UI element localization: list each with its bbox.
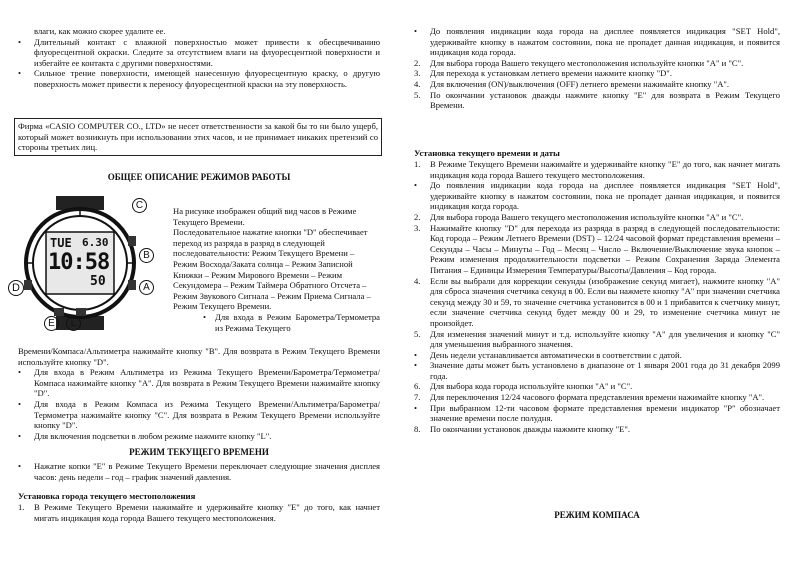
button-label-e: E [44, 316, 59, 331]
item-marker: • [18, 398, 22, 409]
modes-sequence: Последовательное нажатие кнопки "D" обеспечивает переход из разряда в разряд в следующей последовательности: Режим Текущего Времени – Режим Восхода/Заката солнца – Режим Записной Книжки – Режим Мирового Времени – Режим Секундомера – Режим Таймера Обратного Отсчета – Режим Звукового Сигнала – Режим Приема Сигнала – Режим Текущего Времени. [173, 227, 371, 312]
list-item [414, 276, 780, 329]
list-item [18, 37, 380, 69]
item-marker: 5. [414, 328, 421, 339]
item-text: По окончании установок дважды нажмите кнопку "Е" для возврата в Режим Текущего Времени. [430, 89, 780, 111]
item-text: Для входа в Режим Барометра/Термометра из Режима Текущего [215, 311, 380, 333]
item-marker: • [414, 360, 418, 371]
list-item [18, 26, 380, 37]
list-item [414, 180, 780, 212]
item-marker: • [203, 311, 207, 322]
list-item [414, 360, 780, 381]
item-marker: • [18, 68, 22, 79]
item-text: В Режиме Текущего Времени нажимайте и удерживайте кнопку "Е" до того, как начнет мигать индикация кода города Вашего текущего местоположения. [430, 159, 780, 180]
item-marker: 8. [414, 423, 421, 434]
item-marker: • [414, 349, 418, 360]
top-bullets [18, 26, 380, 90]
item-text: По окончании установок дважды нажмите кнопку "Е". [430, 423, 631, 434]
watch-day: TUE [50, 236, 72, 250]
baro-return-text: Времени/Компаса/Альтиметра нажимайте кнопку "В". Для возврата в Режим Текущего Времени используйте кнопку "D". [18, 346, 380, 367]
item-marker: • [414, 26, 418, 36]
list-item [414, 350, 780, 361]
list-item [18, 399, 380, 431]
list-item [414, 381, 780, 392]
watch-time: 10:58 [48, 250, 110, 275]
item-text: Если вы выбрали для коррекции секунды (изображение секунд мигает), нажмите кнопку "А" для сброса значения счетчика секунд в 00. Если вы нажмете кнопку "А" при значении счетчика секунд между 30 и 59, то значение счетчика установится в 00 и 1 прибавится к счетчику минут, если значение счетчика секунд будет между 00 и 29, то изменение счетчика минут не произойдет. [430, 275, 780, 328]
modes-intro: На рисунке изображен общий вид часов в Режиме Текущего Времени. [173, 206, 357, 227]
list-item [18, 367, 380, 399]
item-text: Для включения (ON)/выключения (OFF) летнего времени нажимайте кнопку "А". [430, 78, 730, 89]
item-marker: • [18, 367, 22, 378]
item-text: Нажимайте кнопку "D" для перехода из разряда в разряд в следующей последовательности: Код города – Режим Летнего Времени (DST) – 12/24 часовой формат представления времени – Секунды – Часы – Минуты – Год – Месяц – Число – Включение/Выключение звука кнопок – Режим изменения продолжительности подсветки – Режим Сохранения Заряда Элемента Питания – Единицы Измерения Температуры/Высоты/Давления – Код города. [430, 222, 780, 275]
button-label-a: A [139, 280, 154, 295]
time-mode-heading: РЕЖИМ ТЕКУЩЕГО ВРЕМЕНИ [129, 447, 269, 457]
watch-seconds: 50 [90, 274, 106, 289]
item-text: Нажатие копки "Е" в Режиме Текущего Времени переключает следующие значения дисплея часов: день недели – год – график значений давления. [34, 461, 380, 482]
time-date-subheading: Установка текущего времени и даты [414, 148, 560, 158]
item-text: Для изменения значений минут и т.д. используйте кнопку "А" для увеличения и кнопку "С" для уменьшения выбранного значения. [430, 328, 780, 350]
item-text: Для переключения 12/24 часового формата представления времени нажимайте кнопку "А". [430, 392, 765, 403]
item-marker: 3. [414, 68, 421, 79]
item-text: Для выбора города Вашего текущего местоположения используйте кнопки "А" и "С". [430, 211, 744, 222]
time-mode-section [18, 461, 380, 482]
item-marker: 6. [414, 381, 421, 392]
item-text: Сильное трение поверхности, имеющей нанесенную флуоресцентную краску, о другую поверхность может привести к переносу флуоресцентной краски на эту поверхность. [34, 68, 380, 89]
list-item [414, 424, 780, 435]
item-marker: • [18, 461, 22, 471]
item-marker: 2. [414, 211, 421, 222]
button-label-d: D [8, 280, 24, 296]
item-text: До появления индикации кода города на дисплее появляется индикация "SET Hold", удерживайте кнопку в нажатом состоянии, пока не пропадет данная индикация, и появится индикация кода города. [430, 26, 780, 58]
item-text: влаги, как можно скорее удалите ее. [34, 26, 166, 36]
item-marker: 4. [414, 78, 421, 89]
item-text: День недели устанавливается автоматически в соответствии с датой. [430, 349, 682, 360]
item-marker: 1. [18, 502, 25, 512]
modes-description [173, 206, 380, 333]
item-text: Для выбора кода города используйте кнопки "А" и "С". [430, 381, 633, 392]
list-item [414, 90, 780, 111]
item-text: В Режиме Текущего Времени нажимайте и удерживайте кнопку "Е" до того, как начнет мигать индикация кода города Вашего текущего местоположения. [34, 502, 380, 523]
item-marker: • [414, 180, 418, 191]
watch-date: 6.30 [82, 236, 109, 249]
list-item [414, 212, 780, 223]
item-text: Для входа в Режим Альтиметра из Режима Текущего Времени/Барометра/Термометра/Компаса нажимайте кнопку "A". Для возврата в Режим Текущего Времени нажимайте кнопку "D". [34, 367, 380, 399]
city-steps [18, 502, 380, 523]
list-item [414, 329, 780, 350]
item-text: До появления индикации кода города на дисплее появляется индикация "SET Hold", удерживайте кнопку в нажатом состоянии, пока не пропадет данная индикация, и появится индикация когда города. [430, 180, 780, 212]
item-marker: 1. [414, 159, 421, 169]
modes-heading: ОБЩЕЕ ОПИСАНИЕ РЕЖИМОВ РАБОТЫ [107, 172, 291, 182]
item-marker: • [414, 402, 418, 413]
item-marker: • [18, 36, 22, 47]
city-continued [414, 26, 780, 111]
list-item [414, 79, 780, 90]
item-text: Для входа в Режим Компаса из Режима Текущего Времени/Альтиметра/Барометра/Термометра нажимайте кнопку "C". Для возврата в Режим Текущего Времени используйте кнопку "D". [34, 398, 380, 431]
button-label-c: C [132, 198, 147, 213]
list-item [414, 392, 780, 403]
list-item [414, 58, 780, 69]
list-item [414, 68, 780, 79]
item-text: Значение даты может быть установлено в диапазоне от 1 января 2001 года до 31 декабря 2099 года. [430, 360, 780, 381]
list-item [18, 502, 380, 523]
item-marker: 4. [414, 275, 421, 286]
item-text: Для включения подсветки в любом режиме нажмите кнопку "L". [34, 430, 272, 441]
list-item [414, 223, 780, 276]
item-marker: 3. [414, 222, 421, 233]
button-label-l: L [66, 316, 81, 331]
item-marker: 2. [414, 57, 421, 68]
item-marker: 5. [414, 89, 421, 100]
list-item [18, 461, 380, 482]
compass-heading: РЕЖИМ КОМПАСА [554, 510, 640, 520]
item-text: Длительный контакт с влажной поверхностью может привести к обесцвечиванию флуоресцентной окраски. Следите за отсутствием влаги на флуоресцентной поверхности и избегайте ее контакта с другими поверхностями. [34, 36, 380, 68]
list-item [173, 312, 380, 333]
watch-illustration [6, 196, 154, 330]
city-subheading: Установка города текущего местоположения [18, 491, 196, 501]
list-item [18, 431, 380, 442]
item-marker: • [18, 430, 22, 441]
item-text: Для выбора города Вашего текущего местоположения используйте кнопки "А" и "С". [430, 57, 744, 68]
item-text: При выбранном 12-ти часовом формате представления времени индикатор "Р" обозначает значение времени после полудня. [430, 402, 780, 424]
list-item [18, 68, 380, 89]
list-item [414, 26, 780, 58]
list-item [414, 159, 780, 180]
item-marker: 7. [414, 392, 421, 403]
button-label-b: B [139, 248, 154, 263]
item-text: Для перехода к установкам летнего времени нажмите кнопку "D". [430, 68, 672, 79]
set-steps [414, 159, 780, 434]
liability-notice: Фирма «CASIO COMPUTER CO., LTD» не несет ответственности за какой бы то ни было ущерб, который может возникнуть при использовании этих часов, и не принимает никаких претензий со стороны третьих лиц. [14, 118, 382, 156]
list-item [414, 403, 780, 424]
mode-bullets [18, 346, 380, 441]
